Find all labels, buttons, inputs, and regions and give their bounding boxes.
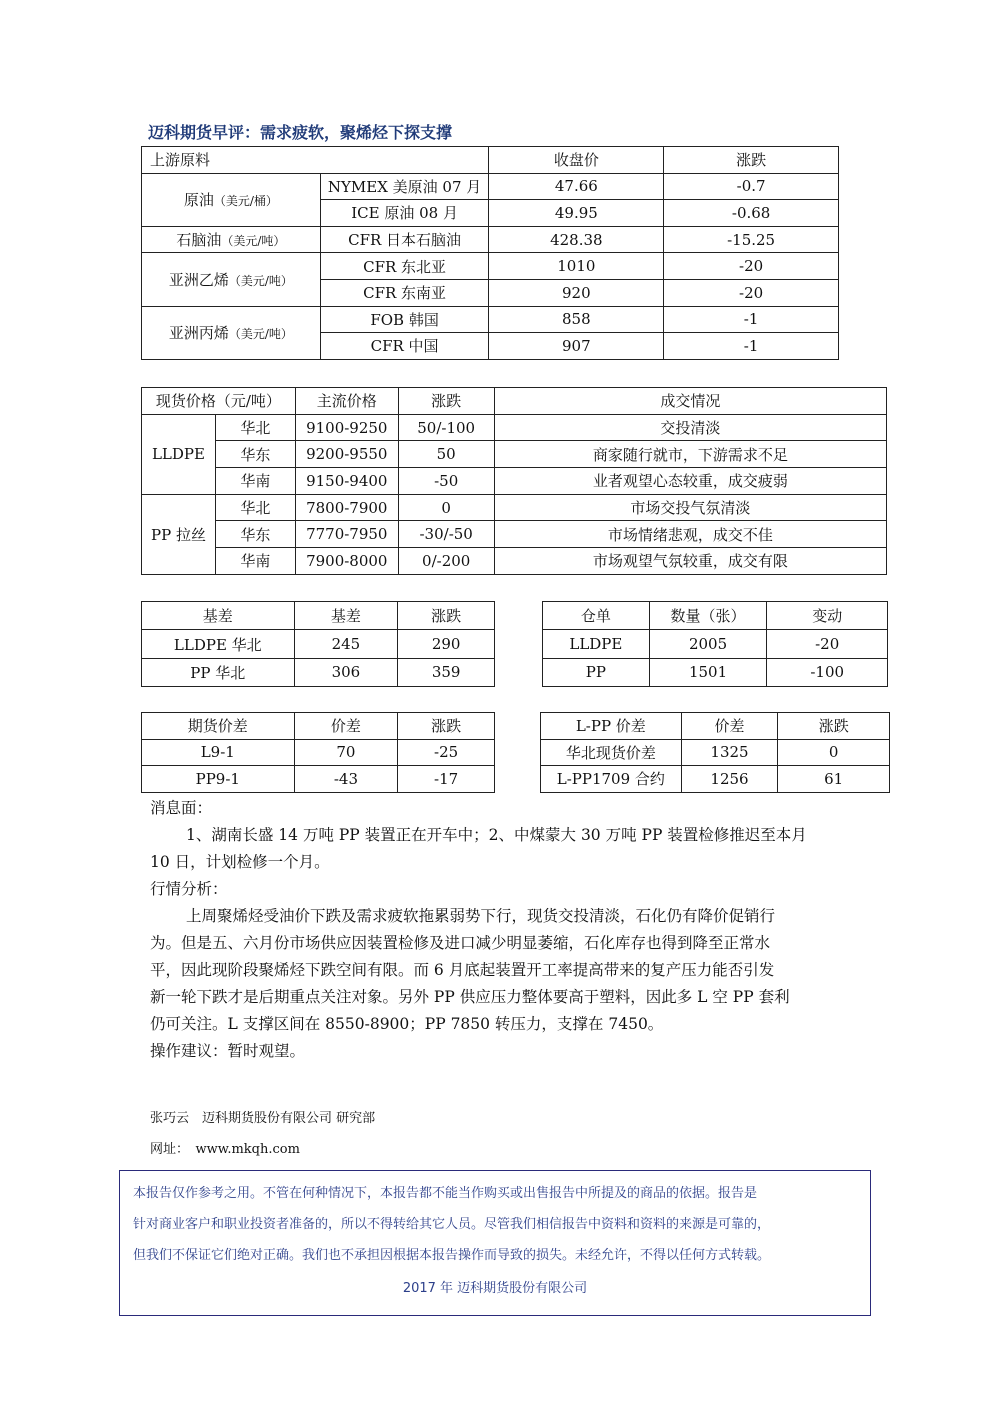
price-cell: 47.66 [489,173,664,200]
news-line: 1、湖南长盛 14 万吨 PP 装置正在开车中；2、中煤蒙大 30 万吨 PP 装置检修推迟至本月 [186,826,807,844]
region-cell: 华南 [215,468,295,495]
header-cell: 成交情况 [494,388,886,415]
change-cell: -50 [398,468,494,495]
table-cell: LLDPE 华北 [142,630,295,658]
change-cell: -30/-50 [398,521,494,548]
header-cell: 仓单 [543,602,650,630]
table-row [541,739,890,766]
header-cell: 涨跌 [398,388,494,415]
table-cell: 华北现货价差 [541,739,682,766]
table-cell: 359 [398,658,495,686]
group-cell: LLDPE [142,414,216,494]
price-cell: 7800-7900 [295,494,398,521]
header-cell: 涨跌 [398,713,495,740]
table-row [142,226,839,253]
price-cell: 9200-9550 [295,441,398,468]
news-section [150,795,850,1065]
table-cell: 306 [294,658,398,686]
spot-price-table [141,387,887,575]
website-line: 网址： www.mkqh.com [150,1142,300,1157]
disclaimer-line: 针对商业客户和职业投资者准备的，所以不得转给其它人员。尽管我们相信报告中资料和资料的来源是可靠的， [133,1217,771,1232]
region-cell: 华东 [215,521,295,548]
analysis-label: 行情分析： [150,880,228,898]
disclaimer-box [119,1170,871,1316]
header-cell: 价差 [294,713,398,740]
table-cell: -20 [767,630,888,658]
status-cell: 交投清淡 [494,414,886,441]
table-header-row [142,602,495,630]
news-label: 消息面： [150,799,213,817]
price-cell: 9100-9250 [295,414,398,441]
status-cell: 业者观望心态较重，成交疲弱 [494,468,886,495]
table-header-row [142,147,839,174]
region-cell: 华北 [215,414,295,441]
price-cell: 7770-7950 [295,521,398,548]
region-cell: 华北 [215,494,295,521]
table-row [142,306,839,333]
disclaimer-line: 但我们不保证它们绝对正确。我们也不承担因根据本报告操作而导致的损失。未经允许，不得以任何方式转载。 [133,1248,771,1263]
change-cell: 0/-200 [398,548,494,575]
status-cell: 市场观望气氛较重，成交有限 [494,548,886,575]
table-header-row [142,713,495,740]
header-cell: 现货价格（元/吨） [142,388,296,415]
item-cell: FOB 韩国 [320,306,489,333]
header-cell: 涨跌 [398,602,495,630]
item-cell: CFR 日本石脑油 [320,226,489,253]
lpp-spread-table [540,712,890,793]
price-cell: 7900-8000 [295,548,398,575]
table-row [142,630,495,658]
table-cell: PP 华北 [142,658,295,686]
change-cell: 0 [398,494,494,521]
disclaimer-line: 本报告仅作参考之用。不管在何种情况下，本报告都不能当作购买或出售报告中所提及的商品的依据。报告是 [133,1186,758,1201]
change-cell: 50/-100 [398,414,494,441]
table-cell: LLDPE [543,630,650,658]
table-cell: -100 [767,658,888,686]
table-row [543,630,888,658]
news-line: 10 日，计划检修一个月。 [150,853,330,871]
region-cell: 华东 [215,441,295,468]
header-cell: 数量（张） [649,602,767,630]
price-cell: 1010 [489,253,664,280]
item-cell: CFR 中国 [320,333,489,360]
table-row [142,414,887,441]
table-row [541,766,890,793]
item-cell: CFR 东北亚 [320,253,489,280]
group-cell: PP 拉丝 [142,494,216,574]
table-row [142,521,887,548]
analysis-line: 仍可关注。L 支撑区间在 8550-8900；PP 7850 转压力，支撑在 7450。 [150,1015,664,1033]
header-cell: 上游原料 [142,147,489,174]
price-cell: 9150-9400 [295,468,398,495]
table-header-row [543,602,888,630]
table-cell: -25 [398,739,495,766]
header-cell: 基差 [142,602,295,630]
upstream-table [141,146,839,360]
basis-table [141,601,495,687]
status-cell: 市场交投气氛清淡 [494,494,886,521]
table-cell: 2005 [649,630,767,658]
table-row [142,441,887,468]
table-row [142,253,839,280]
table-cell: 1501 [649,658,767,686]
table-cell: 290 [398,630,495,658]
table-row [142,548,887,575]
author-line: 张巧云 迈科期货股份有限公司 研究部 [150,1111,376,1126]
table-row [142,658,495,686]
analysis-line: 为。但是五、六月份市场供应因装置检修及进口减少明显萎缩，石化库存也得到降至正常水 [150,934,771,952]
table-cell: 245 [294,630,398,658]
change-cell: -20 [664,279,839,306]
analysis-line: 新一轮下跌才是后期重点关注对象。另外 PP 供应压力整体要高于塑料，因此多 L 空 PP 套利 [150,988,790,1006]
table-cell: PP [543,658,650,686]
group-cell: 亚洲乙烯（美元/吨） [142,253,321,306]
change-cell: -0.68 [664,200,839,227]
header-cell: 期货价差 [142,713,295,740]
analysis-line: 平，因此现阶段聚烯烃下跌空间有限。而 6 月底起装置开工率提高带来的复产压力能否引发 [150,961,775,979]
group-cell: 原油（美元/桶） [142,173,321,226]
table-header-row [541,713,890,740]
header-cell: 价差 [681,713,778,740]
header-cell: L-PP 价差 [541,713,682,740]
table-cell: 0 [778,739,890,766]
status-cell: 市场情绪悲观，成交不佳 [494,521,886,548]
change-cell: -15.25 [664,226,839,253]
header-cell: 基差 [294,602,398,630]
price-cell: 920 [489,279,664,306]
table-cell: 1256 [681,766,778,793]
table-cell: PP9-1 [142,766,295,793]
advice-text: 操作建议：暂时观望。 [150,1042,306,1060]
table-row [543,658,888,686]
header-cell: 变动 [767,602,888,630]
item-cell: CFR 东南亚 [320,279,489,306]
table-row [142,739,495,766]
table-cell: 1325 [681,739,778,766]
table-cell: L-PP1709 合约 [541,766,682,793]
disclaimer-footer: 2017 年 迈科期货股份有限公司 [402,1281,588,1296]
change-cell: -1 [664,306,839,333]
region-cell: 华南 [215,548,295,575]
group-cell: 亚洲丙烯（美元/吨） [142,306,321,359]
table-cell: L9-1 [142,739,295,766]
report-title: 迈科期货早评：需求疲软，聚烯烃下探支撑 [148,123,453,142]
table-row [142,494,887,521]
status-cell: 商家随行就市，下游需求不足 [494,441,886,468]
item-cell: ICE 原油 08 月 [320,200,489,227]
header-cell: 收盘价 [489,147,664,174]
change-cell: -20 [664,253,839,280]
header-cell: 主流价格 [295,388,398,415]
change-cell: 50 [398,441,494,468]
header-cell: 涨跌 [664,147,839,174]
table-row [142,468,887,495]
table-header-row [142,388,887,415]
table-cell: 70 [294,739,398,766]
price-cell: 428.38 [489,226,664,253]
table-cell: 61 [778,766,890,793]
futures-spread-table [141,712,495,793]
change-cell: -0.7 [664,173,839,200]
change-cell: -1 [664,333,839,360]
table-row [142,766,495,793]
item-cell: NYMEX 美原油 07 月 [320,173,489,200]
header-cell: 涨跌 [778,713,890,740]
price-cell: 907 [489,333,664,360]
warehouse-receipt-table [542,601,888,687]
table-row [142,173,839,200]
table-cell: -43 [294,766,398,793]
table-cell: -17 [398,766,495,793]
group-cell: 石脑油（美元/吨） [142,226,321,253]
price-cell: 858 [489,306,664,333]
analysis-line: 上周聚烯烃受油价下跌及需求疲软拖累弱势下行，现货交投清淡，石化仍有降价促销行 [186,907,776,925]
price-cell: 49.95 [489,200,664,227]
